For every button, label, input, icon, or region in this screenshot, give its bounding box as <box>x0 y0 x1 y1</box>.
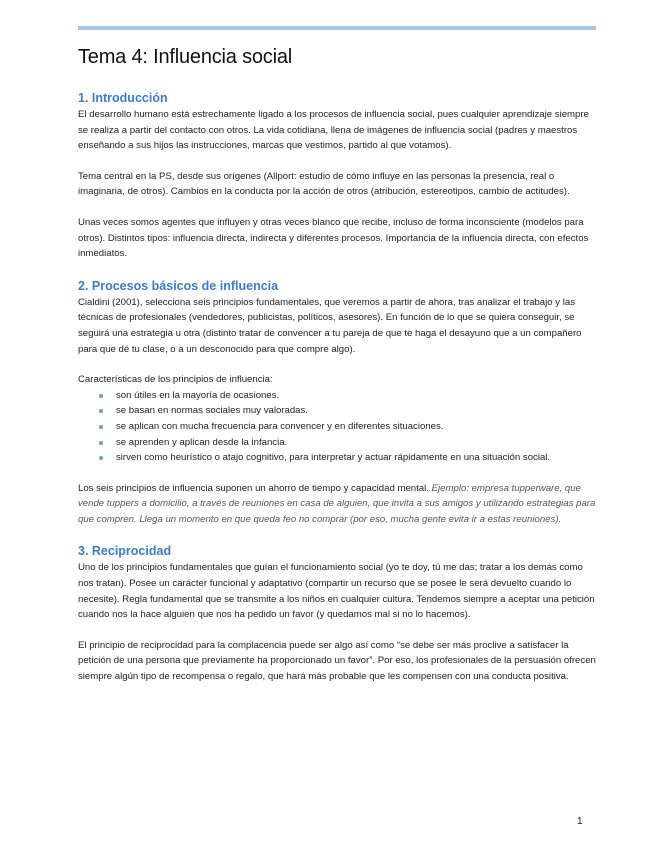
list-item: son útiles en la mayoría de ocasiones. <box>78 388 596 404</box>
paragraph: Unas veces somos agentes que influyen y otras veces blanco que recibe, incluso de forma inconsciente (modelos para otros). Distintos tipos: influencia directa, indirecta y diferentes procesos. Importancia de la influencia directa, con efectos inmediatos. <box>78 216 589 260</box>
paragraph: El desarrollo humano está estrechamente ligado a los procesos de influencia social, pues cualquier aprendizaje siempre se realiza a partir del contacto con otros. La vida cotidiana, llena de imágenes de influencia social (padres y maestros enseñando a sus hijos las instrucciones, marcas que vestimos, partido al que votamos). <box>78 109 589 152</box>
paragraph: Cialdini (2001), selecciona seis principios fundamentales, que veremos a partir de ahora, tras analizar el trabajo y las técnicas de profesionales (vendedores, publicistas, políticos, asesores). En función de lo que se quiera conseguir, se seguirá una estrategia u otra (distinto tratar de convencer a tu pareja de que te haga el desayuno que a un compañero para que dé tu clase, o a un desconocido para que compre algo). <box>78 296 582 355</box>
section-principles <box>78 279 596 528</box>
section-introduction <box>78 91 596 262</box>
principles-list <box>78 388 596 466</box>
bullet-icon <box>99 441 103 445</box>
section-heading: 3. Reciprocidad <box>78 544 172 559</box>
list-intro: Características de los principios de influencia: <box>78 374 273 386</box>
example-text: Ejemplo: empresa tupperware, que vende tuppers a domicilio, a través de reuniones en casa de alguien, que invita a sus amigos y utilizando estrategias para que compren. Llega un momento en que queda feo no comprar (por eso, mucha gente evita ir a estas reuniones). <box>78 482 596 525</box>
header-rule <box>78 26 596 30</box>
list-item: se aplican con mucha frecuencia para convencer y en diferentes situaciones. <box>78 419 596 435</box>
section-reciprocity <box>78 544 596 684</box>
bullet-icon <box>99 425 103 429</box>
bullet-icon <box>99 456 103 460</box>
page-number: 1 <box>577 816 583 827</box>
section-heading: 1. Introducción <box>78 91 168 105</box>
bullet-icon <box>99 409 103 413</box>
paragraph: El principio de reciprocidad para la complacencia puede ser algo así como “se debe ser más proclive a satisfacer la petición de una persona que previamente ha proporcionado un favor”. Por eso, los profesionales de la persuasión ofrecen siempre algún tipo de recompensa o regalo, que hará más probable que les compensen con una conducta positiva. <box>78 639 596 683</box>
paragraph <box>78 481 596 528</box>
page-title: Tema 4: Influencia social <box>78 46 293 68</box>
paragraph: Tema central en la PS, desde sus orígenes (Allport: estudio de cómo influye en las personas la presencia, real o imaginaria, de otros). Cambios en la conducta por la acción de otros (atribución, estereotipos, cambio de actitudes). <box>78 170 570 198</box>
section-heading: 2. Procesos básicos de influencia <box>78 278 279 293</box>
list-item: sirven como heurístico o atajo cognitivo, para interpretar y actuar rápidamente en una situación social. <box>78 450 596 466</box>
paragraph: Uno de los principios fundamentales que guían el funcionamiento social (yo te doy, tú me das; tratar a los demás como nos tratan). Posee un carácter funcional y adaptativo (compartir un recurso que se posee le será devuelto cuando lo necesite). Regla fundamental que se transmite a los niños en cualquier cultura. Tendemos siempre a aceptar una petición cuando nos la hace alguien que nos ha pedido un favor (y quedamos mal si no lo hacemos). <box>78 562 595 621</box>
list-item: se basan en normas sociales muy valoradas. <box>78 403 596 419</box>
list-item: se aprenden y aplican desde la infancia. <box>78 435 596 451</box>
bullet-icon <box>99 394 103 398</box>
paragraph-plain-text: Los seis principios de influencia suponen un ahorro de tiempo y capacidad mental. <box>78 482 429 494</box>
document-page <box>78 0 596 685</box>
